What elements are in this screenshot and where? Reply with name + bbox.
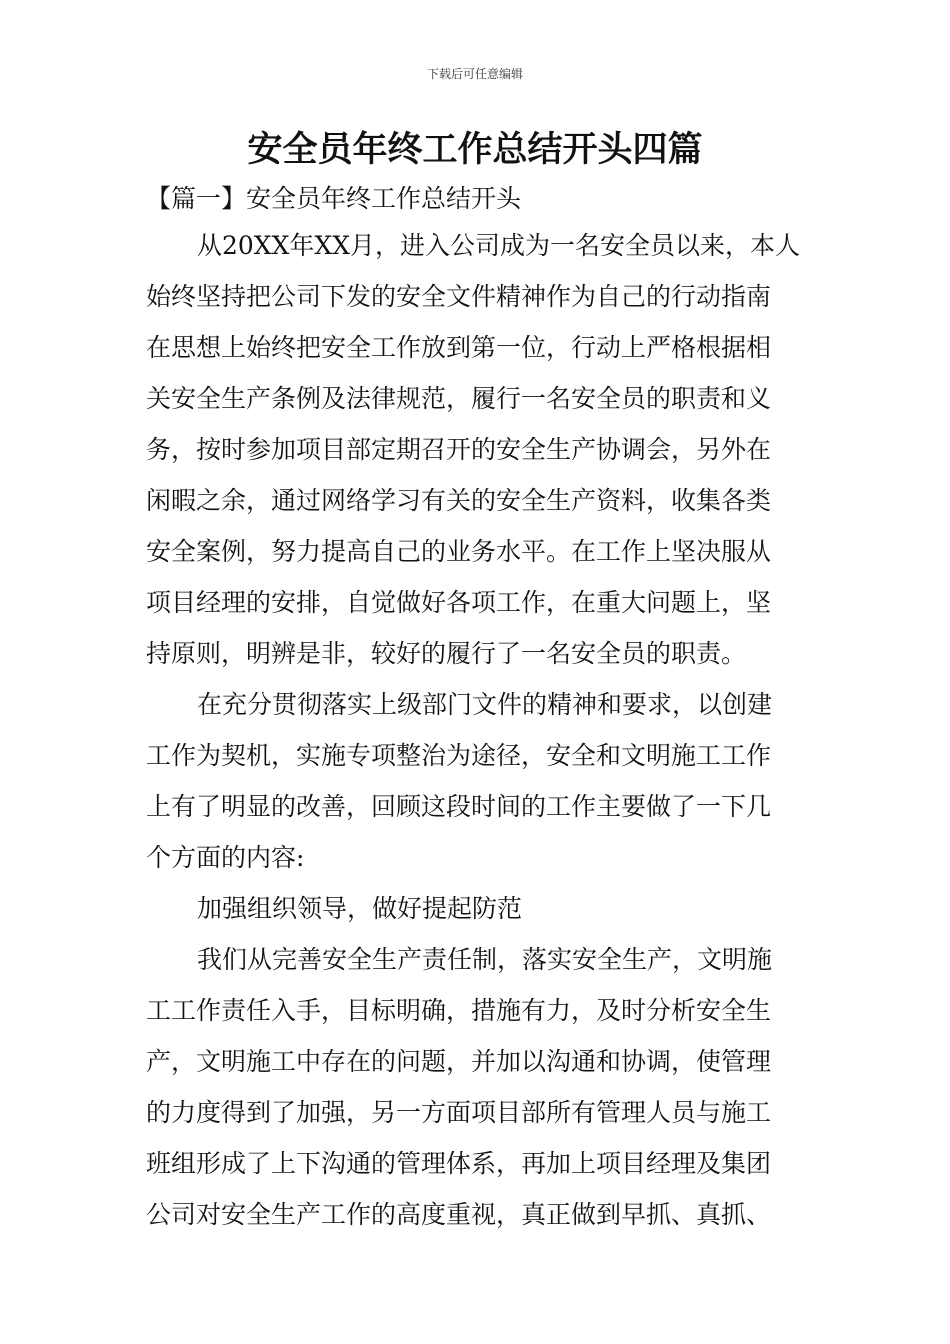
text-line: 加强组织领导，做好提起防范 xyxy=(197,894,523,923)
text-line: 项目经理的安排，自觉做好各项工作，在重大问题上，坚 xyxy=(146,588,772,617)
text-line: 闲暇之余，通过网络学习有关的安全生产资料，收集各类 xyxy=(146,486,772,515)
paragraph xyxy=(146,224,806,683)
document-body xyxy=(146,179,806,1244)
text-line: 工作为契机，实施专项整治为途径，安全和文明施工工作 xyxy=(146,741,772,770)
document-title: 安全员年终工作总结开头四篇 xyxy=(247,130,703,170)
text-line: 的力度得到了加强，另一方面项目部所有管理人员与施工 xyxy=(146,1098,772,1127)
text-line: 始终坚持把公司下发的安全文件精神作为自己的行动指南 xyxy=(146,282,772,311)
text-line: 我们从完善安全生产责任制，落实安全生产，文明施 xyxy=(197,945,773,974)
text-line: 在思想上始终把安全工作放到第一位，行动上严格根据相 xyxy=(146,333,772,362)
text-line: 产，文明施工中存在的问题，并加以沟通和协调，使管理 xyxy=(146,1047,772,1076)
text-line: 个方面的内容: xyxy=(146,843,305,872)
text-line: 公司对安全生产工作的高度重视，真正做到早抓、真抓、 xyxy=(146,1200,772,1229)
text-line: 持原则，明辨是非，较好的履行了一名安全员的职责。 xyxy=(146,639,747,668)
text-line: 安全案例，努力提高自己的业务水平。在工作上坚决服从 xyxy=(146,537,772,566)
text-line: 班组形成了上下沟通的管理体系，再加上项目经理及集团 xyxy=(146,1149,772,1178)
text-line: 工工作责任入手，目标明确，措施有力，及时分析安全生 xyxy=(146,996,772,1025)
text-line: 上有了明显的改善，回顾这段时间的工作主要做了一下几 xyxy=(146,792,772,821)
text-line: 务，按时参加项目部定期召开的安全生产协调会，另外在 xyxy=(146,435,772,464)
text-line: 关安全生产条例及法律规范，履行一名安全员的职责和义 xyxy=(146,384,772,413)
text-line: 在充分贯彻落实上级部门文件的精神和要求，以创建 xyxy=(197,690,773,719)
paragraph xyxy=(146,683,806,887)
text-line: 从20XX年XX月，进入公司成为一名安全员以来，本人 xyxy=(197,231,801,260)
paragraph xyxy=(146,887,806,938)
section-heading: 【篇一】安全员年终工作总结开头 xyxy=(146,184,522,213)
header-note: 下载后可任意编辑 xyxy=(426,67,523,81)
paragraph xyxy=(146,938,806,1244)
paragraphs xyxy=(146,224,806,1244)
